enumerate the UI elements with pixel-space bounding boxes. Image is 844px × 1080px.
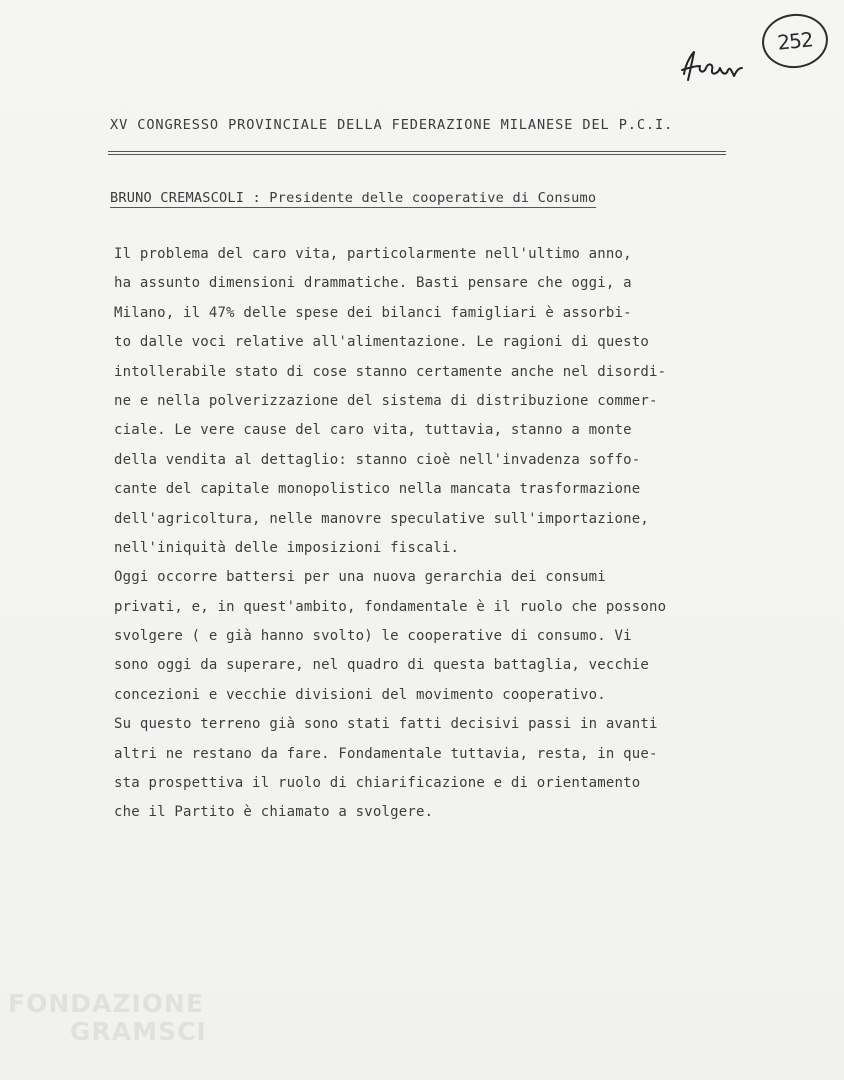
body-line: dell'agricoltura, nelle manovre speculative sull'importazione,	[114, 510, 649, 527]
body-line: nell'iniquità delle imposizioni fiscali.	[114, 539, 460, 556]
title-double-rule-bottom	[108, 154, 726, 155]
body-line: intollerabile stato di cose stanno certamente anche nel disordi-	[114, 363, 667, 380]
body-line: svolgere ( e già hanno svolto) le cooperative di consumo. Vi	[114, 628, 632, 645]
body-line: cante del capitale monopolistico nella mancata trasformazione	[114, 481, 641, 498]
body-line: to dalle voci relative all'alimentazione. Le ragioni di questo	[114, 334, 649, 351]
body-line: sta prospettiva il ruolo di chiarificazione e di orientamento	[114, 775, 641, 792]
body-line: che il Partito è chiamato a svolgere.	[114, 804, 434, 821]
speaker-heading: BRUNO CREMASCOLI : Presidente delle cooperative di Consumo	[110, 190, 597, 206]
watermark-line-2: GRAMSCI	[70, 1017, 207, 1046]
document-title: XV CONGRESSO PROVINCIALE DELLA FEDERAZIONE MILANESE DEL P.C.I.	[110, 117, 674, 133]
body-line: Oggi occorre battersi per una nuova gerarchia dei consumi	[114, 569, 606, 586]
body-line: Milano, il 47% delle spese dei bilanci famigliari è assorbi-	[114, 304, 632, 321]
body-line: Su questo terreno già sono stati fatti decisivi passi in avanti	[114, 716, 658, 733]
title-double-rule-top	[108, 151, 726, 152]
archive-watermark	[8, 990, 207, 1046]
body-line: Il problema del caro vita, particolarmente nell'ultimo anno,	[114, 246, 632, 262]
body-line: concezioni e vecchie divisioni del movimento cooperativo.	[114, 686, 606, 703]
handwritten-signature-icon	[678, 44, 748, 88]
body-line: privati, e, in quest'ambito, fondamentale è il ruolo che possono	[114, 598, 667, 615]
body-line: ne e nella polverizzazione del sistema di distribuzione commer-	[114, 392, 658, 409]
body-line: della vendita al dettaglio: stanno cioè nell'invadenza soffo-	[114, 451, 641, 468]
body-line: ciale. Le vere cause del caro vita, tuttavia, stanno a monte	[114, 422, 632, 439]
body-line: sono oggi da superare, nel quadro di questa battaglia, vecchie	[114, 657, 649, 674]
watermark-line-1: FONDAZIONE	[8, 989, 205, 1018]
body-line: altri ne restano da fare. Fondamentale tuttavia, resta, in que-	[114, 745, 658, 762]
page-number: 252	[776, 27, 814, 55]
page-number-stamp	[759, 11, 830, 72]
body-line: ha assunto dimensioni drammatiche. Basti pensare che oggi, a	[114, 275, 632, 292]
speech-body	[114, 246, 754, 834]
